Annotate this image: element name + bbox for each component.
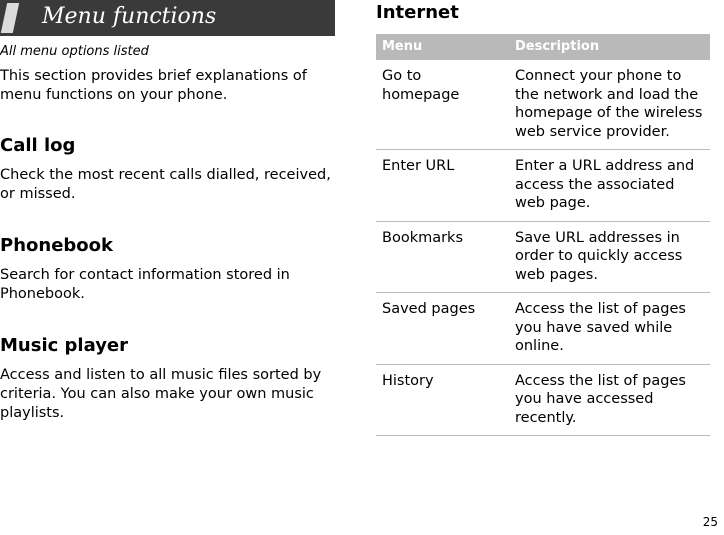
table-row [376,222,710,294]
chapter-header-bar [0,0,335,36]
section-heading-internet: Internet [376,2,459,23]
table-header [376,34,710,60]
table-row [376,365,710,437]
menu-cell: History [382,372,434,389]
column-header-menu: Menu [382,39,423,54]
menu-cell: Saved pages [382,301,476,317]
column-header-description: Description [515,39,600,54]
page-number: 25 [702,515,718,529]
table-row [376,293,710,365]
section-heading-music-player: Music player [0,335,129,356]
table-row [376,150,710,222]
chapter-subtitle: All menu options listed [0,44,149,59]
description-cell: Access the list of pages you have saved while online. [515,301,686,354]
description-cell: Enter a URL address and access the associated web page. [515,158,695,211]
intro-paragraph: This section provides brief explanations of menu functions on your phone. [0,68,307,103]
table-row [376,60,710,150]
menu-cell: Enter URL [382,158,455,174]
section-heading-call-log: Call log [0,135,76,156]
chapter-title: Menu functions [42,4,217,29]
section-body-phonebook: Search for contact information stored in Phonebook. [0,267,290,302]
menu-cell: Go to homepage [382,68,460,103]
description-cell: Connect your phone to the network and load the homepage of the wireless web service provider. [515,68,703,140]
description-cell: Save URL addresses in order to quickly access web pages. [515,229,683,283]
menu-cell: Bookmarks [382,229,464,246]
section-heading-phonebook: Phonebook [0,235,113,256]
internet-menu-table [376,34,710,436]
section-body-music-player: Access and listen to all music files sorted by criteria. You can also make your own music playlists. [0,367,322,421]
description-cell: Access the list of pages you have accessed recently. [515,372,686,426]
header-tab-decoration [1,3,19,33]
section-body-call-log: Check the most recent calls dialled, received, or missed. [0,167,331,202]
